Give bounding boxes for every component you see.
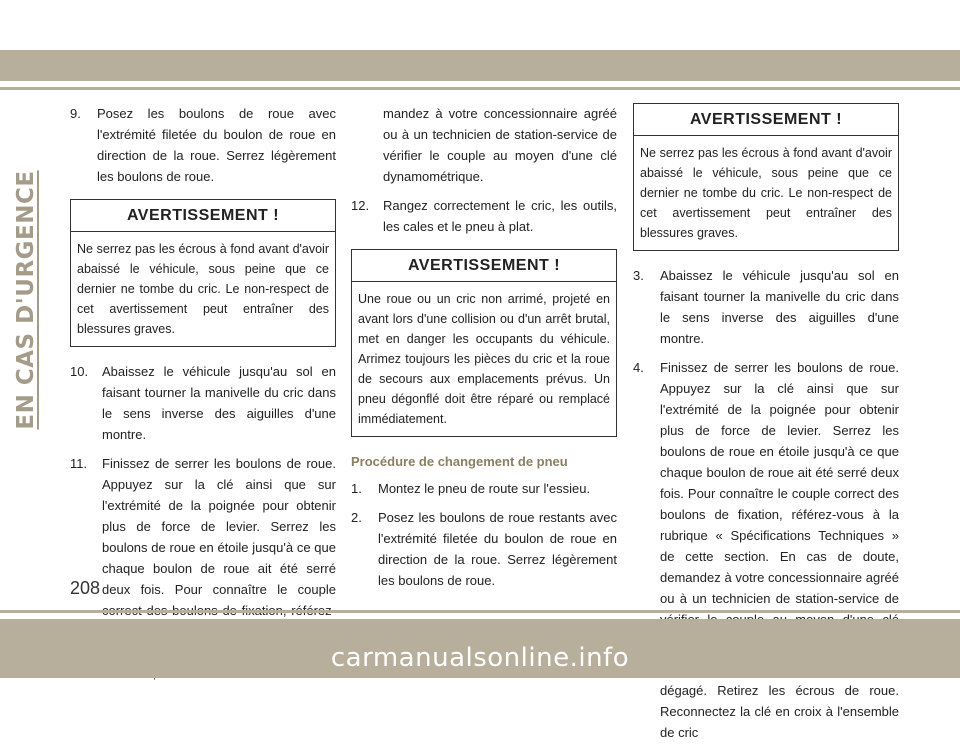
column-1 bbox=[70, 103, 336, 692]
warning-title: AVERTISSEMENT ! bbox=[634, 104, 898, 136]
step-3 bbox=[633, 265, 899, 349]
warning-text: Ne serrez pas les écrous à fond avant d'avoir abaissé le véhicule, sous peine que ce dernier ne tombe du cric. Le non-respect de cet avertissement peut entraîner des blessures graves. bbox=[640, 146, 892, 240]
footer-rule bbox=[0, 610, 960, 613]
warning-text: Une roue ou un cric non arrimé, projeté en avant lors d'une collision ou d'un arrêt brutal, met en danger les occupants du véhicule. Arrimez toujours les pièces du cric et la roue de secours aux emplacements prévus. Un pneu dégonflé doit être réparé ou remplacé immédiatement. bbox=[358, 292, 610, 426]
step-number: 3. bbox=[633, 268, 644, 283]
side-label-text: EN CAS D'URGENCE bbox=[13, 170, 39, 430]
step-10 bbox=[70, 361, 336, 445]
step-11-continued: mandez à votre concessionnaire agréé ou à un technicien de station-service de vérifier le couple au moyen d'une clé dynamométrique. bbox=[383, 106, 617, 184]
step-text: Posez les boulons de roue restants avec l'extrémité filetée du boulon de roue en direction de la roue. Serrez légèrement les boulons de roue. bbox=[378, 510, 617, 588]
step-text: Rangez correctement le cric, les outils, les cales et le pneu à plat. bbox=[383, 198, 617, 234]
step-text: Finissez de serrer les boulons de roue. Appuyez sur la clé ainsi que sur l'extrémité de la poignée pour obtenir plus de force de levier. Serrez les boulons de roue en étoile jusqu'à ce que chaque boulon de roue ait été serré deux fois. Pour connaître le couple bbox=[102, 456, 336, 597]
warning-title: AVERTISSEMENT ! bbox=[71, 200, 335, 232]
step-text: dégagé. Retirez les écrous de roue. Reconnectez la clé en croix à l'ensemble de cric bbox=[660, 683, 899, 740]
header-band bbox=[0, 50, 960, 81]
step-4 bbox=[633, 357, 899, 651]
step-9 bbox=[70, 103, 336, 187]
page-number: 208 bbox=[70, 578, 101, 598]
warning-text: Ne serrez pas les écrous à fond avant d'avoir abaissé le véhicule, sous peine que ce dernier ne tombe du cric. Le non-respect de cet avertissement peut entraîner des blessures graves. bbox=[77, 242, 329, 336]
step-number: 10. bbox=[70, 364, 89, 379]
step-1 bbox=[351, 478, 617, 499]
step-2 bbox=[351, 507, 617, 591]
step-12 bbox=[351, 195, 617, 237]
section-heading: Procédure de changement de pneu bbox=[351, 454, 568, 469]
step-number: 11. bbox=[70, 456, 88, 471]
header-rule bbox=[0, 87, 960, 90]
step-text: Posez les boulons de roue avec l'extrémité filetée du boulon de roue en direction de la roue. Serrez légèrement les boulons de roue. bbox=[97, 106, 336, 184]
step-text: Montez le pneu de route sur l'essieu. bbox=[378, 481, 591, 496]
warning-box-2 bbox=[351, 249, 617, 437]
step-number: 2. bbox=[351, 510, 362, 525]
step-text: Abaissez le véhicule jusqu'au sol en faisant tourner la manivelle du cric dans le sens inverse des aiguilles d'une montre. bbox=[102, 364, 336, 442]
warning-box-1 bbox=[70, 199, 336, 347]
step-number: 4. bbox=[633, 360, 644, 375]
step-text: Finissez de serrer les boulons de roue. Appuyez sur la clé ainsi que sur l'extrémité de la poignée pour obtenir plus de force de levier. Serrez les boulons de roue en étoile jusqu'à ce que chaque boulon de roue ait été serré deux fois. Pour connaître le couple correct des boulons de fixation, référez-vous à la rubrique « Spécifications Techniques » de cette section. En cas de doute, demandez à votre concessionnaire agréé ou à un technicien de station-service de bbox=[660, 360, 899, 606]
step-number: 1. bbox=[351, 481, 362, 496]
warning-title: AVERTISSEMENT ! bbox=[352, 250, 616, 282]
watermark: carmanualsonline.info bbox=[330, 643, 630, 673]
warning-box-3 bbox=[633, 103, 899, 251]
step-text: Abaissez le véhicule jusqu'au sol en faisant tourner la manivelle du cric dans le sens inverse des aiguilles d'une montre. bbox=[660, 268, 899, 346]
step-number: 12. bbox=[351, 198, 370, 213]
step-number: 9. bbox=[70, 106, 81, 121]
column-2 bbox=[351, 103, 617, 599]
